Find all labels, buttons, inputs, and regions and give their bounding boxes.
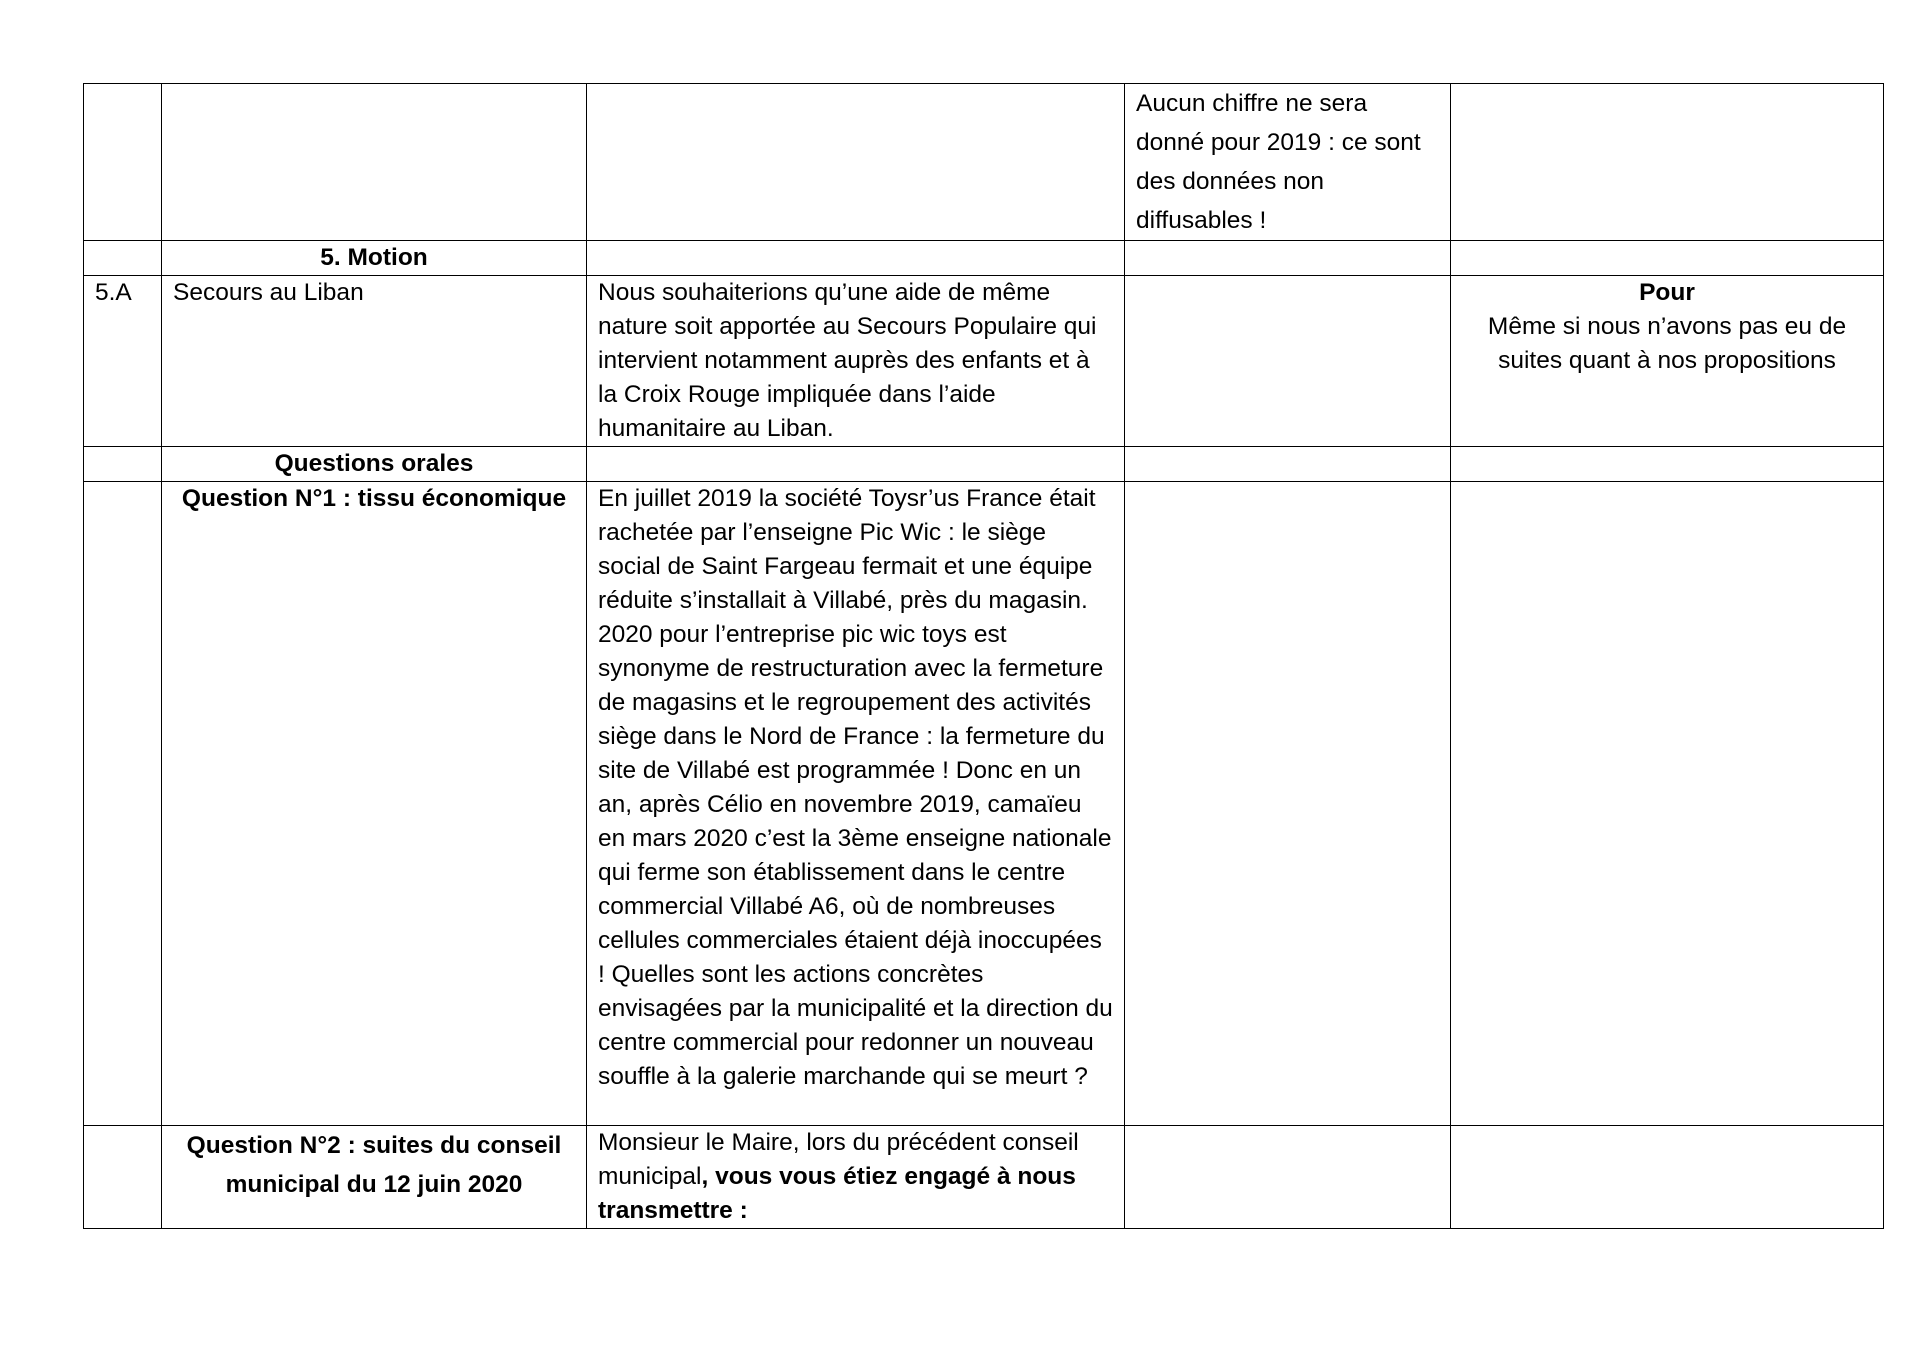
minutes-table [83, 83, 1884, 1229]
note-cell [1125, 482, 1451, 1126]
section-heading-oral-questions: Questions orales [274, 450, 474, 477]
number-cell [84, 241, 162, 276]
question-1-title: Question N°1 : tissu économique [181, 485, 567, 512]
item-body: Nous souhaiterions qu’une aide de même nature soit apportée au Secours Populaire qui intervient notamment auprès des enfants et à la Croix Rouge impliquée dans l’aide humanitaire au Liban. [598, 279, 1097, 442]
note-cell [1125, 84, 1451, 241]
number-cell [84, 1126, 162, 1229]
body-cell [587, 276, 1125, 447]
section-heading-cell [162, 447, 587, 482]
table-row [84, 241, 1884, 276]
vote-label: Pour [1639, 279, 1695, 306]
question-2-title: Question N°2 : suites du conseil municipal du 12 juin 2020 [186, 1132, 562, 1198]
number-cell [84, 482, 162, 1126]
vote-cell [1451, 241, 1884, 276]
body-cell [587, 447, 1125, 482]
question-1-body: En juillet 2019 la société Toysr’us France était rachetée par l’enseigne Pic Wic : le siège social de Saint Fargeau fermait et une équipe réduite s’installait à Villabé, près du magasin. 2020 pour l’entreprise pic wic toys est synonyme de restructuration avec la fermeture de magasins et le regroupement des activités siège dans le Nord de France : la fermeture du site de Villabé est programmée ! Donc en un an, après Célio en novembre 2019, camaïeu en mars 2020 c’est la 3ème enseigne nationale qui ferme son établissement dans le centre commercial Villabé A6, où de nombreuses cellules commerciales étaient déjà inoccupées ! Quelles sont les actions concrètes envisagées par la municipalité et la direction du centre commercial pour redonner un nouveau souffle à la galerie marchande qui se meurt ? [598, 485, 1113, 1090]
table-row [84, 84, 1884, 241]
subject-cell [162, 276, 587, 447]
note-cell [1125, 447, 1451, 482]
vote-cell [1451, 447, 1884, 482]
body-cell [587, 241, 1125, 276]
body-cell [587, 482, 1125, 1126]
note-cell [1125, 276, 1451, 447]
body-cell [587, 84, 1125, 241]
note-cell [1125, 1126, 1451, 1229]
vote-cell [1451, 1126, 1884, 1229]
vote-cell [1451, 482, 1884, 1126]
vote-cell [1451, 276, 1884, 447]
table-row [84, 1126, 1884, 1229]
note-cell [1125, 241, 1451, 276]
body-cell [587, 1126, 1125, 1229]
item-number: 5.A [95, 279, 132, 306]
question-2-body: Monsieur le Maire, lors du précédent conseil municipal [598, 1129, 1079, 1190]
table-row [84, 276, 1884, 447]
no-figures-note: Aucun chiffre ne sera donné pour 2019 : ce sont des données non diffusables ! [1136, 90, 1421, 234]
table-row [84, 482, 1884, 1126]
vote-comment: Même si nous n’avons pas eu de suites quant à nos propositions [1487, 313, 1847, 374]
subject-cell [162, 1126, 587, 1229]
subject-cell [162, 84, 587, 241]
number-cell [84, 276, 162, 447]
number-cell [84, 84, 162, 241]
section-heading-cell [162, 241, 587, 276]
number-cell [84, 447, 162, 482]
section-heading-motion: 5. Motion [320, 244, 428, 271]
vote-cell [1451, 84, 1884, 241]
question-2-body-bold: , vous vous étiez engagé à nous transmettre : [598, 1163, 1076, 1224]
subject-cell [162, 482, 587, 1126]
table-row [84, 447, 1884, 482]
item-subject: Secours au Liban [173, 279, 364, 306]
